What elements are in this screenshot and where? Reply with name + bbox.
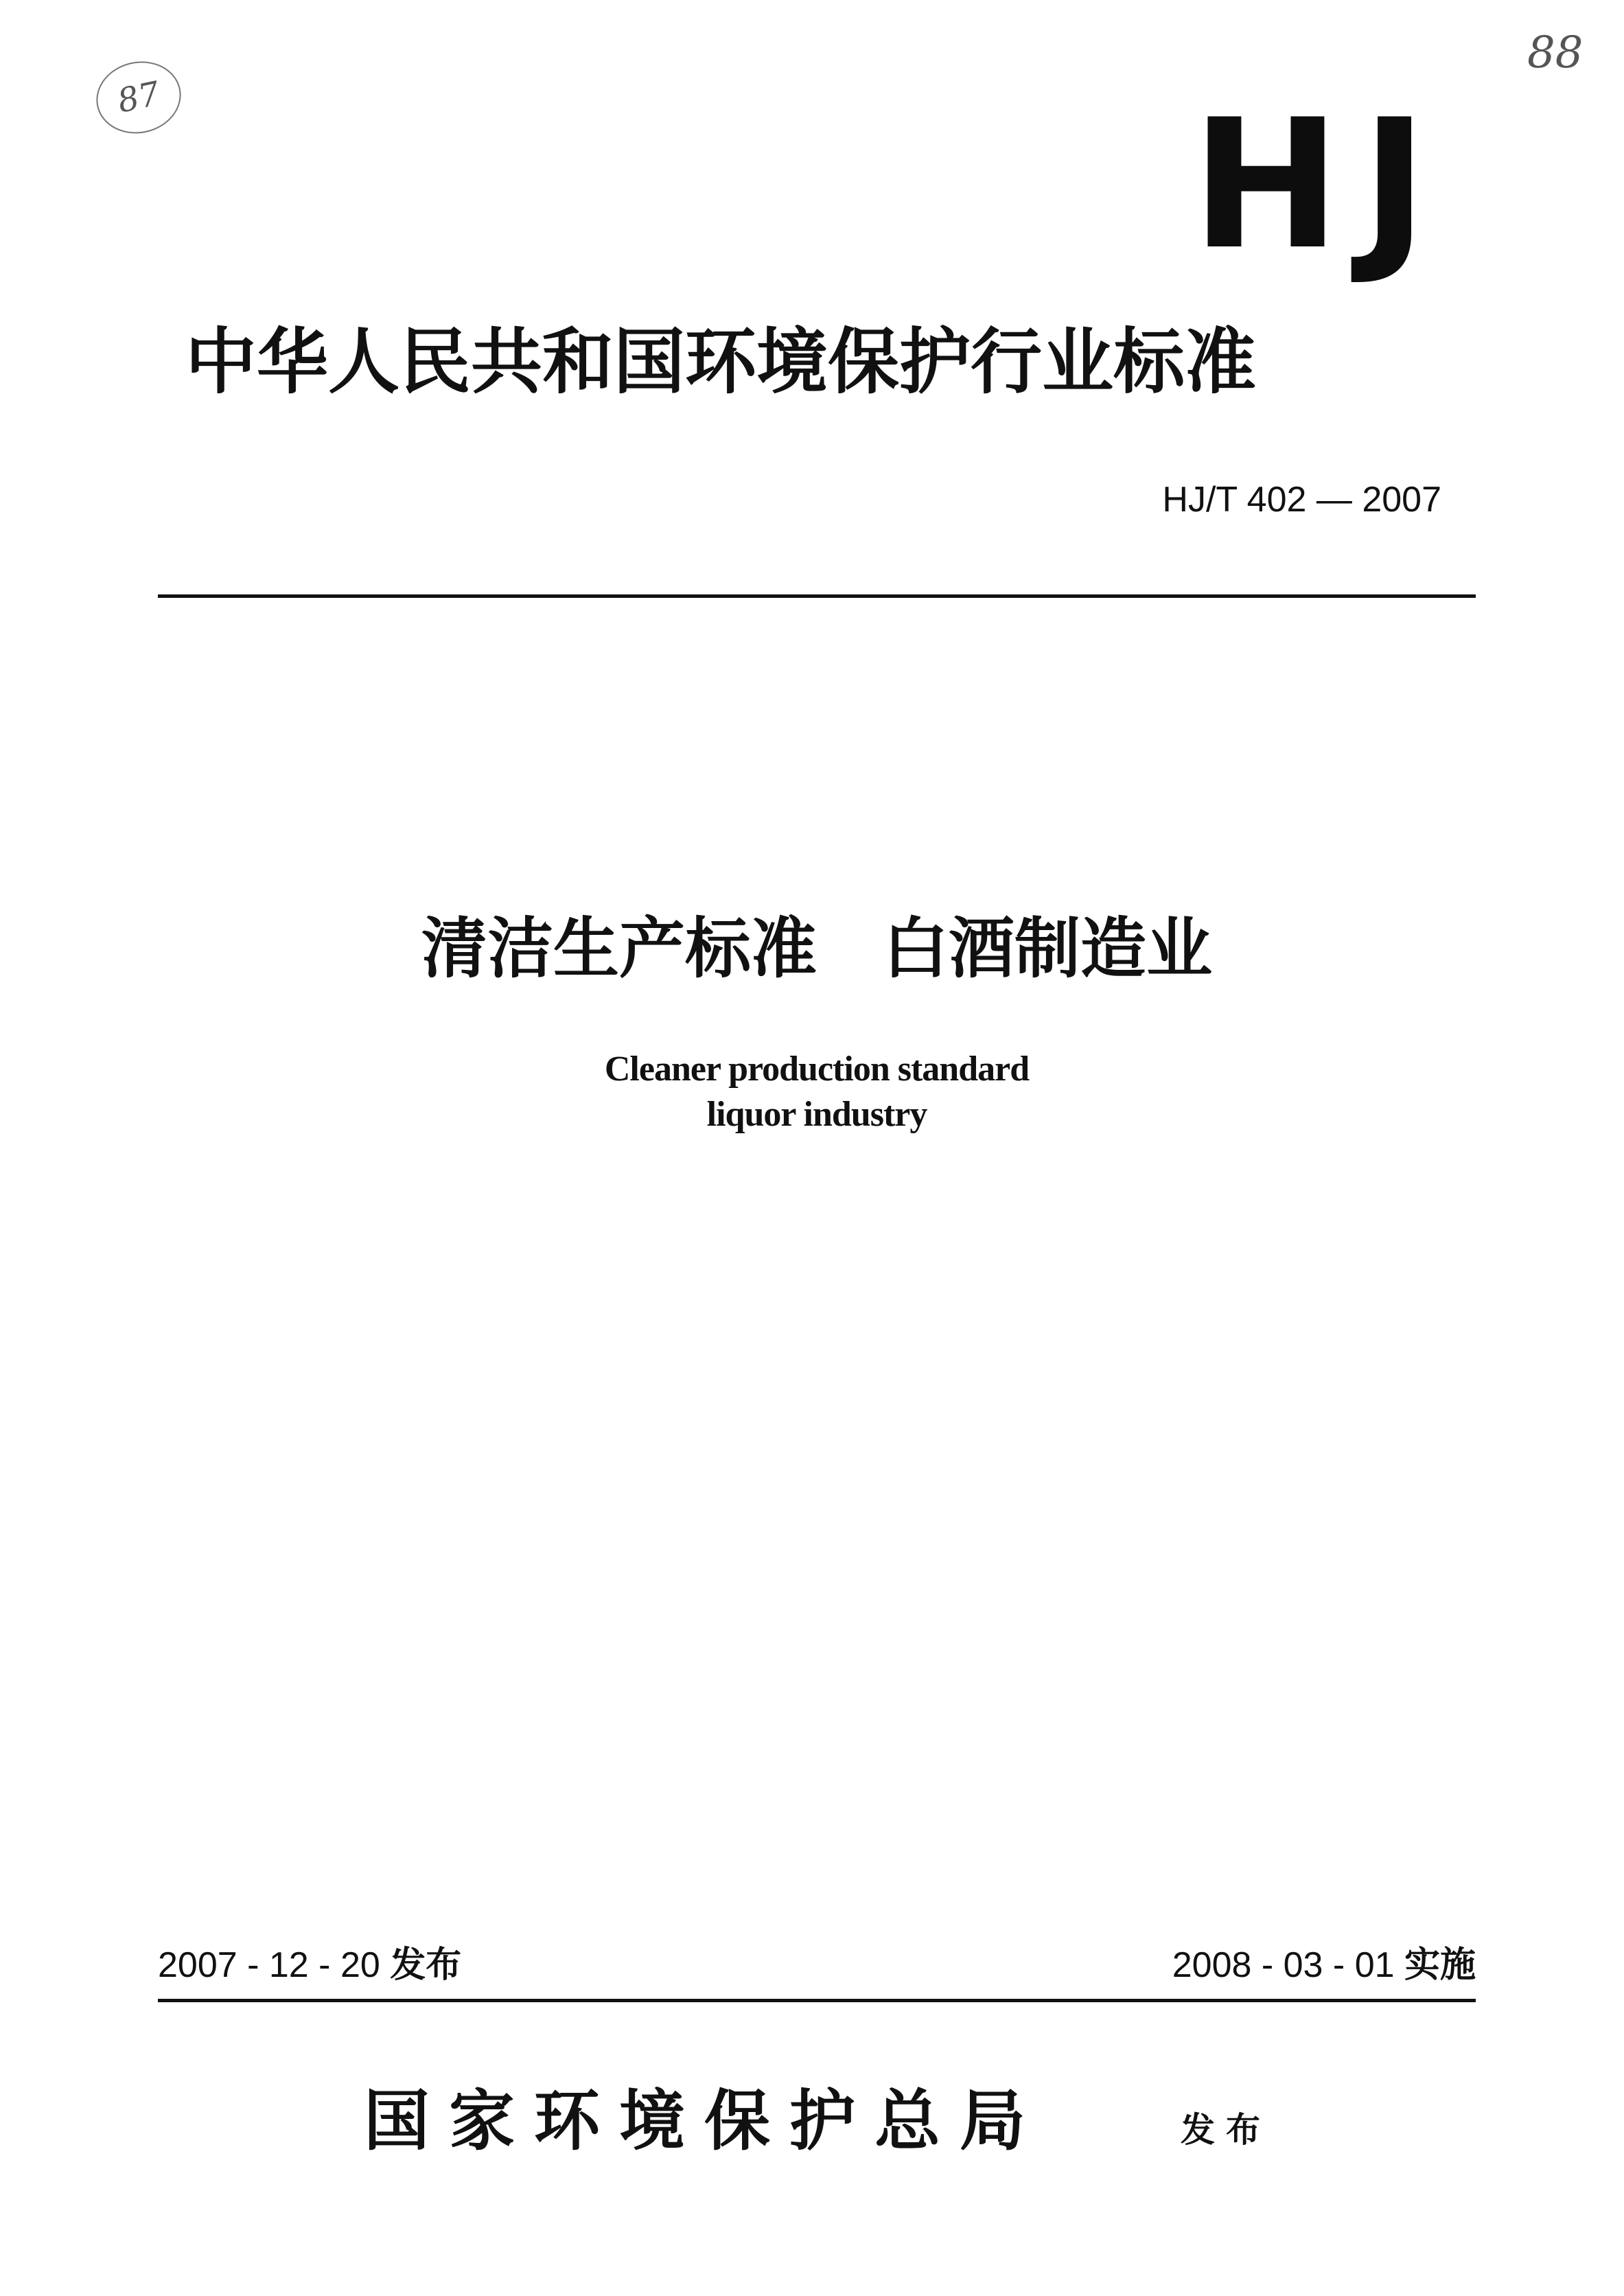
document-title-en-line2: liquor industry [706, 1095, 927, 1134]
top-divider [158, 594, 1476, 598]
publisher-name: 国家环境保护总局 [364, 2082, 1045, 2159]
standard-category-title: 中华人民共和国环境保护行业标准 [185, 320, 1257, 404]
issue-date-value: 2007 - 12 - 20 [158, 1945, 380, 1985]
publisher-label: 发布 [1181, 2110, 1271, 2150]
handwritten-circled-number [90, 54, 188, 141]
document-title-en-line1: Cleaner production standard [604, 1050, 1030, 1089]
document-title-en [158, 1047, 1476, 1137]
effective-date-label: 实施 [1404, 1945, 1476, 1986]
effective-date [1172, 1943, 1476, 1988]
document-title-zh: 清洁生产标准 白酒制造业 [421, 910, 1212, 987]
issue-date-label: 发布 [390, 1945, 462, 1986]
bottom-divider [158, 1999, 1476, 2002]
effective-date-value: 2008 - 03 - 01 [1172, 1945, 1395, 1985]
standard-code: HJ/T 402 — 2007 [1162, 480, 1441, 520]
issue-date [158, 1943, 461, 1988]
handwritten-page-number: 88 [1527, 27, 1584, 78]
handwritten-circled-number-text: 87 [114, 74, 163, 121]
hj-logo: HJ [1191, 82, 1448, 289]
